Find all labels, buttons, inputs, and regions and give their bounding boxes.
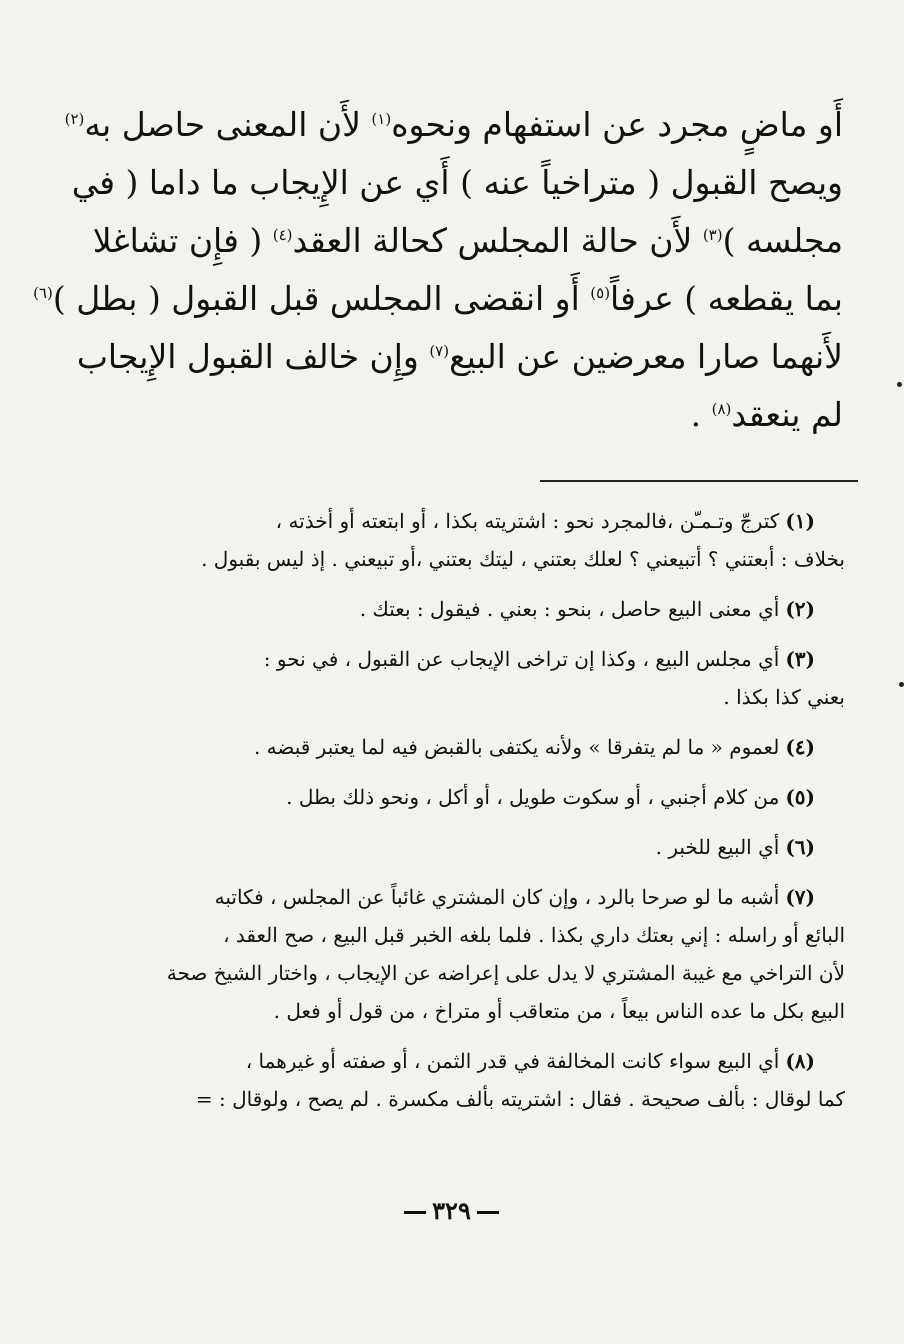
main-line-2: ويصح القبول ( متراخياً عنه ) أَي عن الإِيجاب ما داما ( في: [71, 163, 843, 202]
footnote-6: (٦)أي البيع للخبر .: [655, 835, 815, 859]
footnote-ref: (٨): [711, 400, 732, 418]
footnote-2: (٢)أي معنى البيع حاصل ، بنحو : بعني . فيقول : بعتك .: [359, 597, 815, 621]
footnote-1: (١)كترجّ وتـمـّن ،فالمجرد نحو : اشتريته بكذا ، أو ابتعته أو أخذته ، بخلاف : أبعتني ؟ أتبيعني ؟ لعلك بعتني ، ليتك بعتني ،أو تبيعني . إذ ليس بقبول .: [201, 509, 845, 571]
footnote-divider: [540, 480, 858, 482]
footnote-number: (٣): [785, 647, 815, 671]
main-line-6: لم ينعقد$^{(٨)}$ .: [690, 395, 843, 434]
main-line-3: مجلسه )$^{(٣)}$ لأَن حالة المجلس كحالة العقد$^{(٤)}$ ( فإِن تشاغلا: [92, 221, 843, 260]
footnote-number: (٦): [785, 835, 815, 859]
footnote-8: (٨)أي البيع سواء كانت المخالفة في قدر الثمن ، أو صفته أو غيرهما ، كما لوقال : بألف صحيحة . فقال : اشتريته بألف مكسرة . لم يصح ، ولوقال : =: [195, 1049, 845, 1111]
footnote-4: (٤)لعموم « ما لم يتفرقا » ولأنه يكتفى بالقبض فيه لما يعتبر قبضه .: [253, 735, 815, 759]
scan-mark: [899, 682, 904, 687]
footnote-ref: (١): [371, 110, 392, 128]
footnote-3: (٣)أي مجلس البيع ، وكذا إن تراخى الإيجاب عن القبول ، في نحو : بعني كذا بكذا .: [263, 647, 845, 709]
footnote-ref: (٦): [33, 284, 53, 302]
footnote-7: (٧)أشبه ما لو صرحا بالرد ، وإن كان المشتري غائباً عن المجلس ، فكاتبه البائع أو راسله : إني بعتك داري بكذا . فلما بلغه الخبر قبل البيع ، صح العقد ، لأن التراخي مع غيبة المشتري لا يدل على إعراضه عن الإيجاب ، واختار الشيخ صحة البيع بكل ما عده الناس بيعاً ، من متعاقب أو متراخ ، من قول أو فعل .: [166, 885, 845, 1023]
footnote-number: (٤): [785, 735, 815, 759]
footnote-ref: (٧): [429, 342, 450, 360]
footnote-number: (٧): [785, 885, 815, 909]
main-text: [33, 96, 843, 444]
main-line-5: لأَنهما صارا معرضين عن البيع$^{(٧)}$ وإِن خالف القبول الإِيجاب: [76, 337, 843, 376]
footnote-5: (٥)من كلام أجنبي ، أو سكوت طويل ، أو أكل ، ونحو ذلك بطل .: [286, 785, 815, 809]
footnote-ref: (٢): [64, 110, 85, 128]
scan-mark: [897, 382, 902, 387]
footnote-ref: (٣): [702, 226, 723, 244]
footnote-number: (٢): [785, 597, 815, 621]
footnote-number: (١): [785, 509, 815, 533]
footnote-ref: (٥): [590, 284, 611, 302]
footnotes: [125, 502, 845, 1130]
footnote-number: (٨): [785, 1049, 815, 1073]
main-line-4: بما يقطعه ) عرفاً$^{(٥)}$ أَو انقضى المجلس قبل القبول ( بطل )$^{(٦)}$: [33, 279, 843, 318]
footnote-number: (٥): [785, 785, 815, 809]
page-number: ٣٢٩: [0, 1196, 903, 1225]
main-line-1: أَو ماضٍ مجرد عن استفهام ونحوه$^{(١)}$ لأَن المعنى حاصل به$^{(٢)}$: [64, 105, 843, 144]
footnote-ref: (٤): [272, 226, 293, 244]
